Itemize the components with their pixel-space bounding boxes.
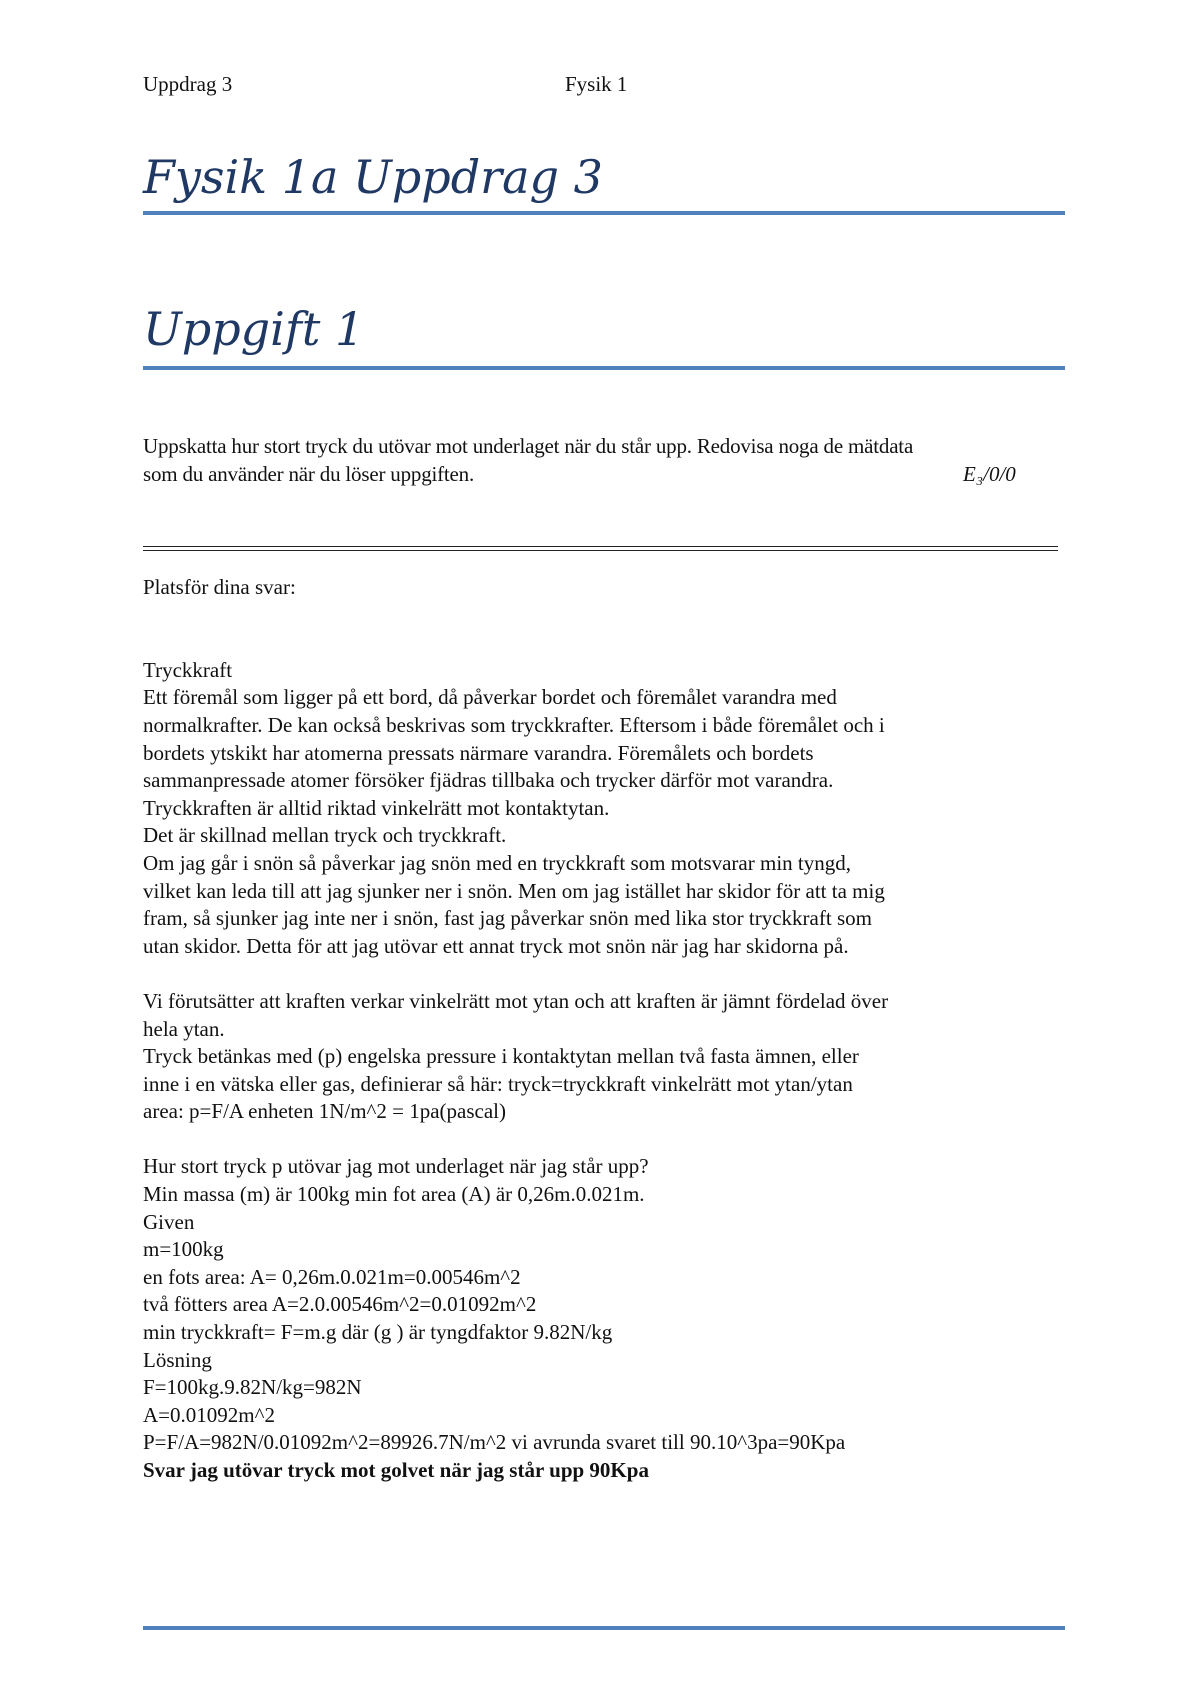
answer-line: Lösning [143, 1347, 212, 1372]
answer-line: F=100kg.9.82N/kg=982N [143, 1375, 362, 1400]
title-underline [143, 211, 1065, 215]
answer-area [143, 574, 1078, 1485]
answer-line: P=F/A=982N/0.01092m^2=89926.7N/m^2 vi avrunda svaret till 90.10^3pa=90Kpa [143, 1430, 846, 1455]
footer-rule [143, 1626, 1065, 1630]
task-heading-underline [143, 366, 1065, 370]
answer-line: fram, så sjunker jag inte ner i snön, fast jag påverkar snön med lika stor tryckkraft som [143, 906, 872, 931]
task-heading: Uppgift 1 [143, 302, 365, 356]
answer-line: Min massa (m) är 100kg min fot area (A) är 0,26m.0.021m. [143, 1182, 645, 1207]
task-prompt [143, 432, 1063, 488]
answer-line: Ett föremål som ligger på ett bord, då påverkar bordet och föremålet varandra med [143, 685, 837, 710]
answer-separator [143, 546, 1058, 551]
grade-code: E₃/0/0 [963, 462, 1016, 486]
answer-line: hela ytan. [143, 1016, 225, 1041]
answer-line: utan skidor. Detta för att jag utövar ett annat tryck mot snön när jag har skidorna på. [143, 933, 849, 958]
document-title: Fysik 1a Uppdrag 3 [143, 150, 603, 204]
answer-line: m=100kg [143, 1237, 224, 1262]
answer-line: Tryckkraft [143, 657, 233, 682]
answer-line: inne i en vätska eller gas, definierar så här: tryck=tryckkraft vinkelrätt mot ytan/ytan [143, 1071, 853, 1096]
answer-line: Hur stort tryck p utövar jag mot underlaget när jag står upp? [143, 1154, 649, 1179]
running-header-left: Uppdrag 3 [143, 72, 233, 96]
answer-line: Om jag går i snön så påverkar jag snön med en tryckkraft som motsvarar min tyngd, [143, 850, 851, 875]
answer-line: min tryckkraft= F=m.g där (g ) är tyngdfaktor 9.82N/kg [143, 1320, 613, 1345]
answer-line: Tryckkraften är alltid riktad vinkelrätt mot kontaktytan. [143, 795, 610, 820]
answer-line: Tryck betänkas med (p) engelska pressure i kontaktytan mellan två fasta ämnen, eller [143, 1044, 859, 1069]
answer-line: sammanpressade atomer försöker fjädras tillbaka och trycker därför mot varandra. [143, 768, 834, 793]
running-header-center: Fysik 1 [565, 72, 628, 96]
answer-line: A=0.01092m^2 [143, 1402, 275, 1427]
final-answer: Svar jag utövar tryck mot golvet när jag står upp 90Kpa [143, 1458, 649, 1482]
answer-line: bordets ytskikt har atomerna pressats närmare varandra. Föremålets och bordets [143, 740, 814, 765]
answer-line: Det är skillnad mellan tryck och tryckkraft. [143, 823, 507, 848]
answer-line: vilket kan leda till att jag sjunker ner i snön. Men om jag istället har skidor för att ta mig [143, 878, 885, 903]
answer-line: area: p=F/A enheten 1N/m^2 = 1pa(pascal) [143, 1099, 507, 1124]
answer-line: Vi förutsätter att kraften verkar vinkelrätt mot ytan och att kraften är jämnt fördelad över [143, 988, 889, 1013]
answer-line: en fots area: A= 0,26m.0.021m=0.00546m^2 [143, 1264, 521, 1289]
answer-line: två fötters area A=2.0.00546m^2=0.01092m^2 [143, 1292, 537, 1317]
answer-line: Given [143, 1209, 195, 1234]
answer-label: Platsför dina svar: [143, 575, 296, 599]
task-prompt-line: Uppskatta hur stort tryck du utövar mot underlaget när du står upp. Redovisa noga de mätdata [143, 434, 914, 458]
task-prompt-line: som du använder när du löser uppgiften. [143, 462, 475, 486]
answer-line: normalkrafter. De kan också beskrivas som tryckkrafter. Eftersom i både föremålet och i [143, 712, 885, 737]
